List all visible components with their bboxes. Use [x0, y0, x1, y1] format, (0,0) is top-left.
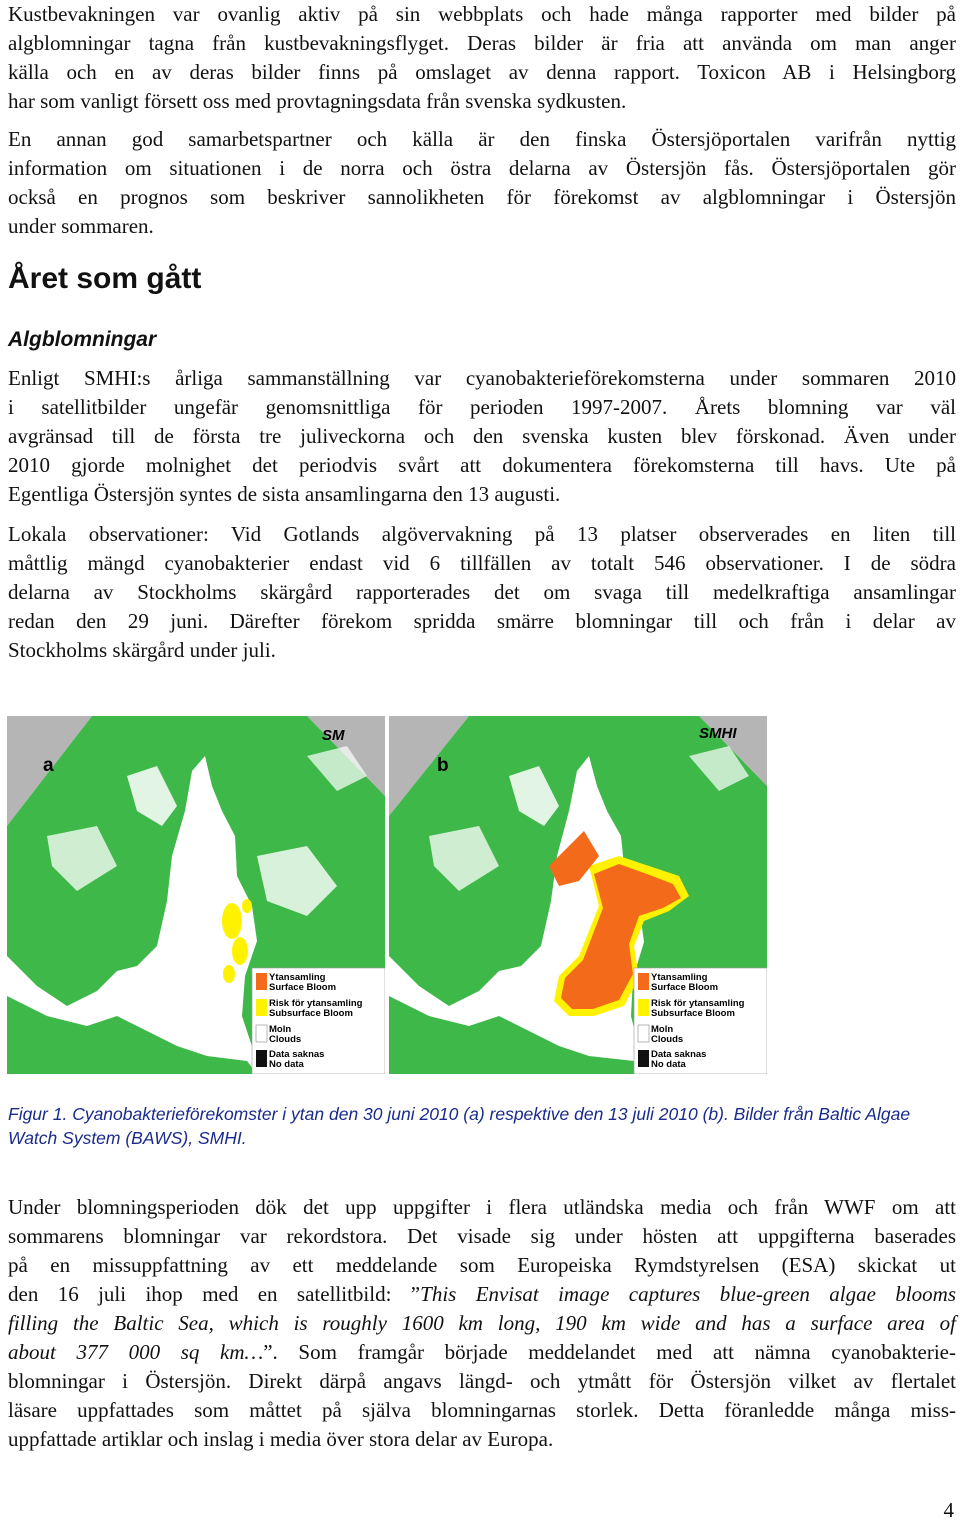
map-panel-a — [7, 716, 385, 1074]
text-line: källa och en av deras bilder finns på omslaget av denna rapport. Toxicon AB i Helsingborg — [8, 60, 956, 84]
legend-label: Surface Bloom — [651, 982, 719, 993]
legend-swatch-no-data — [638, 1050, 649, 1067]
text-fragment: den 16 juli ihop med en satellitbild: ” — [8, 1282, 421, 1306]
legend-swatch-clouds — [256, 1025, 267, 1042]
text-line: i satellitbilder ungefär genomsnittliga för perioden 1997-2007. Årets blomning var väl — [8, 395, 956, 419]
baltic-map-b — [389, 716, 767, 1074]
legend-swatch-no-data — [256, 1050, 267, 1067]
text-line: Enligt SMHI:s årliga sammanställning var cyanobakterieförekomsterna under sommaren 2010 — [8, 366, 956, 390]
legend-swatch-subsurface — [256, 999, 267, 1016]
text-line: 2010 gjorde molnighet det periodvis svårt att dokumentera förekomsterna till havs. Ute på — [8, 453, 956, 477]
paragraph-local-observations — [8, 520, 956, 665]
text-line: uppfattade artiklar och inslag i media över stora delar av Europa. — [8, 1427, 554, 1451]
legend-label: Clouds — [651, 1034, 684, 1045]
paragraph-coast-guard — [8, 0, 956, 116]
legend-label: Clouds — [269, 1034, 302, 1045]
legend-label: Subsurface Bloom — [269, 1008, 353, 1019]
text-line — [8, 1309, 956, 1338]
legend-swatch-subsurface — [638, 999, 649, 1016]
panel-label-a: a — [43, 755, 54, 776]
legend-label: Ytansamling — [269, 972, 326, 983]
text-line: Egentliga Östersjön syntes de sista ansamlingarna den 13 augusti. — [8, 482, 561, 506]
legend-swatch-clouds — [638, 1025, 649, 1042]
text-line: läsare uppfattades som måttet på själva blomningarnas storlek. Detta föranledde många miss- — [8, 1398, 956, 1422]
panel-label-b: b — [437, 755, 449, 776]
legend-label: Data saknas — [269, 1049, 325, 1060]
text-line: Under blomningsperioden dök det upp uppgifter i flera utländska media och från WWF om att — [8, 1195, 956, 1219]
text-line: En annan god samarbetspartner och källa är den finska Östersjöportalen varifrån nyttig — [8, 127, 956, 151]
esa-quote: This Envisat image captures blue-green algae blooms — [420, 1282, 956, 1306]
figure-caption: Figur 1. Cyanobakterieförekomster i ytan den 30 juni 2010 (a) respektive den 13 juli 2010 (b). Bilder från Baltic Algae Watch System (BAWS), SMHI. — [8, 1104, 911, 1148]
text-line: avgränsad till de första tre juliveckorna och den svenska kusten blev förskonad. Även under — [8, 424, 956, 448]
legend-label: Risk för ytansamling — [651, 998, 745, 1009]
subsection-heading: Algblomningar — [8, 328, 157, 351]
baltic-map-a — [7, 716, 385, 1074]
page-number: 4 — [943, 1498, 954, 1522]
legend-label: Surface Bloom — [269, 982, 337, 993]
legend-swatch-surface — [638, 973, 649, 990]
text-line: blomningar i Östersjön. Direkt därpå angavs längd- och ytmått för Östersjön vilket av flertalet — [8, 1369, 956, 1393]
smhi-logo-a: SM — [322, 727, 345, 744]
legend-label: Moln — [269, 1024, 292, 1035]
text-line: Lokala observationer: Vid Gotlands algövervakning på 13 platser observerades en liten till — [8, 522, 956, 546]
legend-label: Data saknas — [651, 1049, 707, 1060]
legend-label: Risk för ytansamling — [269, 998, 363, 1009]
esa-quote: filling the Baltic Sea, which is roughly 1600 km long, 190 km wide and has a surface area of — [8, 1311, 956, 1335]
esa-quote: about 377 000 sq km… — [8, 1340, 264, 1364]
text-line — [8, 1280, 956, 1309]
legend-swatch-surface — [256, 973, 267, 990]
text-line: Stockholms skärgård under juli. — [8, 638, 276, 662]
text-line: under sommaren. — [8, 214, 154, 238]
text-line: redan den 29 juni. Därefter förekom spridda smärre blomningar till och från i delar av — [8, 609, 956, 633]
text-line: delarna av Stockholms skärgård rapporterades det om svaga till medelkraftiga ansamlingar — [8, 580, 956, 604]
text-line: algblomningar tagna från kustbevakningsflyget. Deras bilder är fria att använda om man anger — [8, 31, 956, 55]
text-line: Kustbevakningen var ovanlig aktiv på sin webbplats och hade många rapporter med bilder på — [8, 2, 956, 26]
text-line: också en prognos som beskriver sannolikheten för förekomst av algblomningar i Östersjön — [8, 185, 956, 209]
map-panel-b — [389, 716, 767, 1074]
legend-label: No data — [269, 1059, 304, 1070]
legend-label: Ytansamling — [651, 972, 708, 983]
section-heading: Året som gått — [8, 262, 202, 295]
text-line: information om situationen i de norra och östra delarna av Östersjön fås. Östersjöportalen gör — [8, 156, 956, 180]
legend-label: Moln — [651, 1024, 674, 1035]
text-fragment: ”. Som framgår började meddelandet med att nämna cyanobakterie- — [263, 1340, 956, 1364]
legend-a — [252, 968, 385, 1074]
paragraph-smhi-summary — [8, 364, 956, 509]
legend-label: No data — [651, 1059, 686, 1070]
paragraph-media-reports — [8, 1193, 956, 1454]
legend-label: Subsurface Bloom — [651, 1008, 735, 1019]
text-line — [8, 1338, 956, 1367]
text-line: på en missuppfattning av ett meddelande som Europeiska Rymdstyrelsen (ESA) skickat ut — [8, 1253, 956, 1277]
legend-b — [634, 968, 767, 1074]
text-line: sommarens blomningar var rekordstora. Det visade sig under hösten att uppgifterna baserades — [8, 1224, 956, 1248]
smhi-logo-b: SMHI — [699, 725, 737, 742]
text-line: måttlig mängd cyanobakterier endast vid 6 tillfällen av totalt 546 observationer. I de södra — [8, 551, 956, 575]
paragraph-baltic-portal — [8, 125, 956, 241]
text-line: har som vanligt försett oss med provtagningsdata från svenska sydkusten. — [8, 89, 627, 113]
